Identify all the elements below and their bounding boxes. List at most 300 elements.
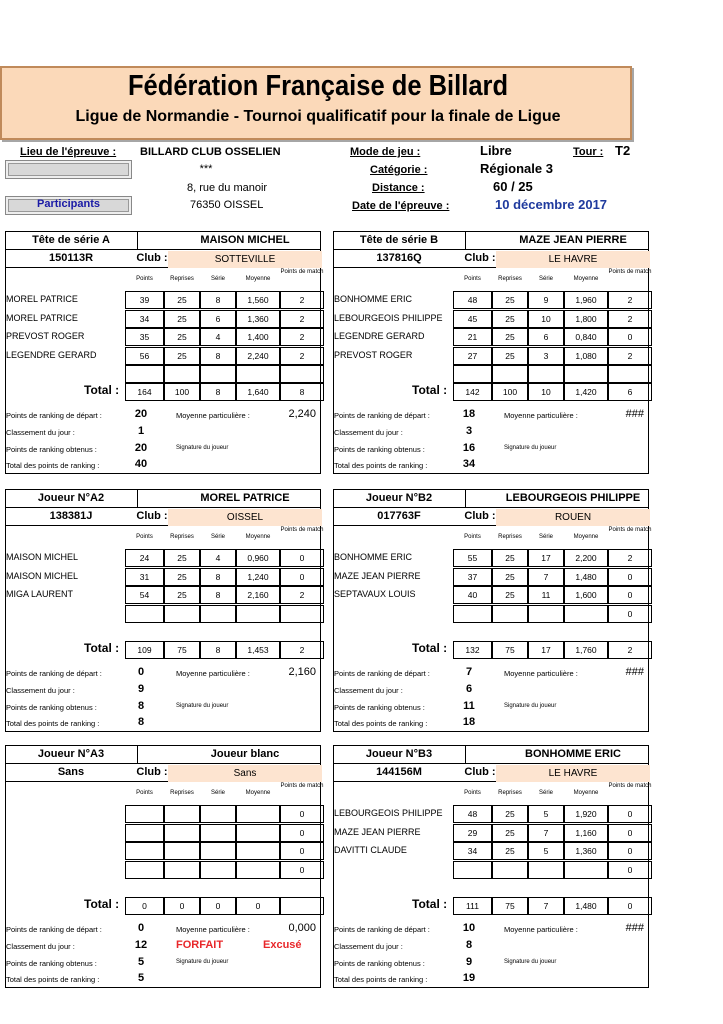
score-cell bbox=[200, 861, 236, 879]
club-label: Club : bbox=[464, 252, 496, 264]
score-cell bbox=[164, 861, 200, 879]
score-cell: 25 bbox=[492, 291, 528, 309]
score-cell bbox=[528, 861, 564, 879]
score-cell bbox=[236, 824, 280, 842]
class-label: Classement du jour : bbox=[334, 942, 403, 951]
page-subtitle: Ligue de Normandie - Tournoi qualificatif pour la finale de Ligue bbox=[75, 108, 561, 125]
total-cell: 0 bbox=[236, 897, 280, 915]
unlabeled-button[interactable] bbox=[5, 160, 132, 179]
divider bbox=[334, 507, 648, 508]
categorie-value: Régionale 3 bbox=[480, 161, 553, 176]
class-label: Classement du jour : bbox=[334, 428, 403, 437]
column-header-serie: Série bbox=[210, 534, 225, 540]
total-cell: 132 bbox=[453, 641, 492, 659]
score-cell bbox=[125, 842, 164, 860]
rank-start-value: 7 bbox=[465, 666, 473, 678]
divider bbox=[465, 232, 466, 250]
score-cell: 1,480 bbox=[564, 568, 608, 586]
player-name: MAZE JEAN PIERRE bbox=[519, 234, 627, 246]
column-header-pdm: Points de match bbox=[280, 783, 324, 789]
total-cell: 0 bbox=[200, 897, 236, 915]
total-cell: 1,453 bbox=[236, 641, 280, 659]
total-rank-value: 8 bbox=[137, 716, 145, 728]
class-value: 1 bbox=[137, 425, 145, 437]
total-rank-value: 40 bbox=[134, 458, 148, 470]
score-cell bbox=[200, 605, 236, 623]
score-cell: 2 bbox=[608, 310, 652, 328]
player-code: 137816Q bbox=[376, 252, 422, 264]
score-cell: 2 bbox=[280, 347, 324, 365]
score-cell bbox=[164, 842, 200, 860]
score-cell bbox=[125, 365, 164, 383]
club-value: ROUEN bbox=[496, 509, 650, 526]
club-value: SOTTEVILLE bbox=[168, 251, 322, 268]
class-value: 6 bbox=[465, 683, 473, 695]
total-cell: 7 bbox=[528, 897, 564, 915]
score-cell bbox=[528, 365, 564, 383]
class-label: Classement du jour : bbox=[334, 686, 403, 695]
rank-start-value: 10 bbox=[462, 922, 476, 934]
score-cell: 0 bbox=[608, 824, 652, 842]
opponent-name: LEBOURGEOIS PHILIPPE bbox=[334, 808, 443, 818]
column-header-serie: Série bbox=[538, 790, 553, 796]
rank-obtained-label: Points de ranking obtenus : bbox=[334, 959, 425, 968]
score-cell: 0 bbox=[608, 586, 652, 604]
opponent-name: MOREL PATRICE bbox=[6, 294, 78, 304]
player-panel bbox=[333, 489, 652, 732]
lieu-stars: *** bbox=[199, 163, 213, 175]
divider bbox=[137, 746, 138, 764]
opponent-name: BONHOMME ERIC bbox=[334, 552, 413, 562]
player-name: MOREL PATRICE bbox=[200, 492, 290, 504]
column-header-reprises: Reprises bbox=[170, 790, 194, 796]
score-cell: 17 bbox=[528, 549, 564, 567]
score-cell: 1,080 bbox=[564, 347, 608, 365]
club-value: OISSEL bbox=[168, 509, 322, 526]
class-value: 9 bbox=[137, 683, 145, 695]
signature-label: Signature du joueur bbox=[176, 703, 229, 709]
total-cell: 1,760 bbox=[564, 641, 608, 659]
divider bbox=[6, 763, 320, 764]
moy-part-value: 2,160 bbox=[288, 666, 316, 678]
score-cell: 25 bbox=[492, 586, 528, 604]
panel-header bbox=[334, 746, 648, 782]
class-label: Classement du jour : bbox=[6, 686, 75, 695]
class-label: Classement du jour : bbox=[6, 942, 75, 951]
player-panel bbox=[5, 489, 324, 732]
score-cell bbox=[453, 861, 492, 879]
panel-header bbox=[334, 232, 648, 268]
total-cell: 6 bbox=[608, 383, 652, 401]
player-name: MAISON MICHEL bbox=[200, 234, 290, 246]
score-cell: 2 bbox=[608, 549, 652, 567]
total-rank-label: Total des points de ranking : bbox=[334, 975, 428, 984]
total-cell: 8 bbox=[200, 383, 236, 401]
column-header-pdm: Points de match bbox=[608, 783, 652, 789]
score-cell: 9 bbox=[528, 291, 564, 309]
total-label: Total : bbox=[84, 897, 120, 911]
score-cell: 1,400 bbox=[236, 328, 280, 346]
total-cell: 10 bbox=[528, 383, 564, 401]
score-cell: 25 bbox=[164, 291, 200, 309]
total-rank-value: 18 bbox=[462, 716, 476, 728]
divider bbox=[6, 507, 320, 508]
score-cell: 0 bbox=[608, 568, 652, 586]
score-cell: 2 bbox=[608, 347, 652, 365]
divider bbox=[137, 490, 138, 508]
score-cell: 5 bbox=[528, 805, 564, 823]
score-cell bbox=[200, 824, 236, 842]
total-cell: 17 bbox=[528, 641, 564, 659]
score-cell: 25 bbox=[164, 310, 200, 328]
score-cell: 25 bbox=[164, 347, 200, 365]
score-cell: 1,360 bbox=[564, 842, 608, 860]
score-cell bbox=[125, 824, 164, 842]
total-label: Total : bbox=[412, 641, 448, 655]
score-cell: 0 bbox=[608, 328, 652, 346]
class-label: Classement du jour : bbox=[6, 428, 75, 437]
score-cell: 5 bbox=[528, 842, 564, 860]
score-cell: 25 bbox=[492, 549, 528, 567]
player-name: BONHOMME ERIC bbox=[525, 748, 621, 760]
rank-obtained-label: Points de ranking obtenus : bbox=[6, 445, 97, 454]
score-cell: 4 bbox=[200, 328, 236, 346]
total-rank-label: Total des points de ranking : bbox=[6, 719, 100, 728]
forfait-label: FORFAIT bbox=[176, 939, 224, 951]
total-cell: 100 bbox=[492, 383, 528, 401]
opponent-name: MIGA LAURENT bbox=[6, 589, 74, 599]
score-cell: 4 bbox=[200, 549, 236, 567]
total-rank-value: 5 bbox=[137, 972, 145, 984]
column-header-moyenne: Moyenne bbox=[573, 534, 599, 540]
column-header-serie: Série bbox=[538, 276, 553, 282]
divider bbox=[334, 763, 648, 764]
panel-title: Tête de série A bbox=[32, 234, 110, 246]
score-cell: 0 bbox=[280, 842, 324, 860]
score-cell: 25 bbox=[492, 347, 528, 365]
excuse-label: Excusé bbox=[263, 939, 302, 951]
score-cell: 1,800 bbox=[564, 310, 608, 328]
score-cell: 1,960 bbox=[564, 291, 608, 309]
column-header-points: Points bbox=[136, 790, 153, 796]
divider bbox=[465, 490, 466, 508]
club-label: Club : bbox=[136, 510, 168, 522]
club-value: LE HAVRE bbox=[496, 251, 650, 268]
score-cell: 0 bbox=[280, 861, 324, 879]
column-header-pdm: Points de match bbox=[280, 269, 324, 275]
panel-title: Tête de série B bbox=[359, 234, 439, 246]
score-cell bbox=[492, 365, 528, 383]
column-header-reprises: Reprises bbox=[498, 790, 522, 796]
score-cell: 25 bbox=[164, 568, 200, 586]
rank-start-value: 0 bbox=[137, 666, 145, 678]
score-cell: 0,960 bbox=[236, 549, 280, 567]
moy-part-label: Moyenne particulière : bbox=[176, 925, 250, 934]
moy-part-value: ### bbox=[625, 666, 644, 678]
score-cell bbox=[564, 861, 608, 879]
date-label: Date de l'épreuve : bbox=[352, 200, 450, 212]
total-cell: 75 bbox=[492, 641, 528, 659]
opponent-name: SEPTAVAUX LOUIS bbox=[334, 589, 416, 599]
total-cell: 109 bbox=[125, 641, 164, 659]
rank-start-label: Points de ranking de départ : bbox=[6, 925, 102, 934]
score-cell: 3 bbox=[528, 347, 564, 365]
score-cell: 1,160 bbox=[564, 824, 608, 842]
panel-title: Joueur N°A3 bbox=[37, 748, 105, 760]
score-cell bbox=[236, 861, 280, 879]
score-cell: 1,560 bbox=[236, 291, 280, 309]
opponent-name: PREVOST ROGER bbox=[6, 331, 85, 341]
total-cell: 8 bbox=[280, 383, 324, 401]
lieu-label: Lieu de l'épreuve : bbox=[20, 146, 117, 158]
total-label: Total : bbox=[84, 641, 120, 655]
score-cell bbox=[164, 824, 200, 842]
score-cell: 7 bbox=[528, 824, 564, 842]
score-cell: 34 bbox=[125, 310, 164, 328]
column-header-moyenne: Moyenne bbox=[245, 790, 271, 796]
player-panel bbox=[5, 745, 324, 988]
rank-obtained-label: Points de ranking obtenus : bbox=[6, 959, 97, 968]
tour-label: Tour : bbox=[573, 146, 604, 158]
address-line2: 76350 OISSEL bbox=[190, 199, 264, 211]
opponent-name: LEBOURGEOIS PHILIPPE bbox=[334, 312, 443, 323]
divider bbox=[465, 746, 466, 764]
score-cell: 35 bbox=[125, 328, 164, 346]
score-cell bbox=[164, 805, 200, 823]
column-header-reprises: Reprises bbox=[170, 276, 194, 282]
column-header-serie: Série bbox=[210, 790, 225, 796]
total-cell: 75 bbox=[164, 641, 200, 659]
score-cell bbox=[280, 605, 324, 623]
score-cell bbox=[236, 805, 280, 823]
score-cell bbox=[125, 805, 164, 823]
score-cell: 7 bbox=[528, 568, 564, 586]
player-panel bbox=[333, 231, 652, 474]
score-cell: 2 bbox=[608, 291, 652, 309]
column-header-points: Points bbox=[464, 276, 481, 282]
participants-label: Participants bbox=[37, 198, 100, 210]
rank-start-value: 0 bbox=[137, 922, 145, 934]
rank-obtained-value: 20 bbox=[134, 442, 148, 454]
score-cell: 56 bbox=[125, 347, 164, 365]
rank-obtained-label: Points de ranking obtenus : bbox=[6, 703, 97, 712]
total-label: Total : bbox=[412, 383, 448, 397]
score-cell: 37 bbox=[453, 568, 492, 586]
page-title: Fédération Française de Billard bbox=[127, 70, 509, 102]
column-header-reprises: Reprises bbox=[498, 276, 522, 282]
lieu-value: BILLARD CLUB OSSELIEN bbox=[140, 146, 281, 158]
moy-part-label: Moyenne particulière : bbox=[504, 925, 578, 934]
rank-obtained-value: 11 bbox=[463, 700, 475, 712]
opponent-name: MAISON MICHEL bbox=[6, 570, 79, 581]
total-cell: 75 bbox=[492, 897, 528, 915]
score-cell: 40 bbox=[453, 586, 492, 604]
score-cell: 2 bbox=[280, 328, 324, 346]
column-header-moyenne: Moyenne bbox=[573, 790, 599, 796]
column-header-moyenne: Moyenne bbox=[245, 276, 271, 282]
moy-part-value: 0,000 bbox=[288, 922, 316, 934]
column-header-pdm: Points de match bbox=[608, 269, 652, 275]
categorie-label: Catégorie : bbox=[370, 164, 428, 176]
score-cell: 1,920 bbox=[564, 805, 608, 823]
opponent-name: MAISON MICHEL bbox=[6, 552, 79, 562]
score-cell: 0 bbox=[280, 568, 324, 586]
opponent-name: DAVITTI CLAUDE bbox=[334, 845, 407, 855]
panel-header bbox=[6, 746, 320, 782]
club-label: Club : bbox=[464, 510, 496, 522]
score-cell bbox=[492, 861, 528, 879]
score-cell: 0 bbox=[608, 605, 652, 623]
score-cell: 55 bbox=[453, 549, 492, 567]
score-cell: 2,200 bbox=[564, 549, 608, 567]
score-cell: 1,360 bbox=[236, 310, 280, 328]
column-header-moyenne: Moyenne bbox=[245, 534, 271, 540]
class-value: 8 bbox=[465, 939, 473, 951]
score-cell bbox=[453, 605, 492, 623]
score-cell: 25 bbox=[492, 805, 528, 823]
score-cell: 1,240 bbox=[236, 568, 280, 586]
score-cell: 25 bbox=[492, 824, 528, 842]
moy-part-label: Moyenne particulière : bbox=[504, 411, 578, 420]
total-cell: 2 bbox=[608, 641, 652, 659]
score-cell: 0 bbox=[608, 861, 652, 879]
total-cell: 1,640 bbox=[236, 383, 280, 401]
panel-header bbox=[6, 490, 320, 526]
column-header-points: Points bbox=[464, 534, 481, 540]
score-cell bbox=[200, 805, 236, 823]
total-cell: 164 bbox=[125, 383, 164, 401]
score-cell: 6 bbox=[528, 328, 564, 346]
signature-label: Signature du joueur bbox=[504, 445, 557, 451]
score-cell: 8 bbox=[200, 586, 236, 604]
moy-part-label: Moyenne particulière : bbox=[504, 669, 578, 678]
panel-title: Joueur N°B3 bbox=[365, 748, 433, 760]
total-cell: 1,480 bbox=[564, 897, 608, 915]
score-cell bbox=[564, 605, 608, 623]
club-label: Club : bbox=[136, 252, 168, 264]
score-cell bbox=[564, 365, 608, 383]
club-value: LE HAVRE bbox=[496, 765, 650, 782]
score-cell: 2 bbox=[280, 586, 324, 604]
panel-header bbox=[6, 232, 320, 268]
score-cell bbox=[236, 842, 280, 860]
column-header-moyenne: Moyenne bbox=[573, 276, 599, 282]
class-value: 3 bbox=[465, 425, 473, 437]
date-value: 10 décembre 2017 bbox=[495, 197, 608, 212]
club-value: Sans bbox=[168, 765, 322, 782]
score-cell: 25 bbox=[492, 310, 528, 328]
total-rank-label: Total des points de ranking : bbox=[334, 719, 428, 728]
rank-start-value: 20 bbox=[134, 408, 148, 420]
rank-obtained-label: Points de ranking obtenus : bbox=[334, 703, 425, 712]
column-header-pdm: Points de match bbox=[280, 527, 324, 533]
club-label: Club : bbox=[464, 766, 496, 778]
column-header-points: Points bbox=[136, 276, 153, 282]
score-cell: 2 bbox=[280, 291, 324, 309]
tour-value: T2 bbox=[615, 143, 631, 158]
total-rank-label: Total des points de ranking : bbox=[6, 461, 100, 470]
score-cell: 24 bbox=[125, 549, 164, 567]
club-label: Club : bbox=[136, 766, 168, 778]
mode-value: Libre bbox=[480, 143, 512, 158]
score-cell: 31 bbox=[125, 568, 164, 586]
total-label: Total : bbox=[412, 897, 448, 911]
score-cell: 10 bbox=[528, 310, 564, 328]
score-cell: 25 bbox=[164, 586, 200, 604]
total-label: Total : bbox=[84, 383, 120, 397]
signature-label: Signature du joueur bbox=[176, 959, 229, 965]
distance-value: 60 / 25 bbox=[493, 179, 533, 194]
rank-obtained-label: Points de ranking obtenus : bbox=[334, 445, 425, 454]
player-panel bbox=[5, 231, 324, 474]
score-cell: 48 bbox=[453, 291, 492, 309]
rank-obtained-value: 5 bbox=[137, 956, 145, 968]
score-cell: 8 bbox=[200, 291, 236, 309]
signature-label: Signature du joueur bbox=[504, 703, 557, 709]
score-cell bbox=[528, 605, 564, 623]
rank-obtained-value: 16 bbox=[462, 442, 476, 454]
total-cell: 2 bbox=[280, 641, 324, 659]
total-rank-value: 19 bbox=[462, 972, 476, 984]
opponent-name: LEGENDRE GERARD bbox=[334, 331, 425, 341]
score-cell bbox=[125, 861, 164, 879]
score-cell: 0 bbox=[608, 842, 652, 860]
score-cell bbox=[280, 365, 324, 383]
score-cell bbox=[200, 842, 236, 860]
score-cell: 21 bbox=[453, 328, 492, 346]
column-header-reprises: Reprises bbox=[498, 534, 522, 540]
column-header-points: Points bbox=[136, 534, 153, 540]
score-cell: 0 bbox=[280, 805, 324, 823]
moy-part-value: ### bbox=[625, 922, 644, 934]
score-cell: 27 bbox=[453, 347, 492, 365]
column-header-points: Points bbox=[464, 790, 481, 796]
score-cell: 0,840 bbox=[564, 328, 608, 346]
rank-start-label: Points de ranking de départ : bbox=[334, 669, 430, 678]
score-cell: 2,160 bbox=[236, 586, 280, 604]
column-header-pdm: Points de match bbox=[608, 527, 652, 533]
score-cell: 6 bbox=[200, 310, 236, 328]
score-cell bbox=[453, 365, 492, 383]
score-cell: 8 bbox=[200, 568, 236, 586]
score-cell: 34 bbox=[453, 842, 492, 860]
rank-start-label: Points de ranking de départ : bbox=[6, 669, 102, 678]
score-cell: 0 bbox=[280, 824, 324, 842]
address-line1: 8, rue du manoir bbox=[187, 182, 268, 194]
score-cell: 25 bbox=[492, 328, 528, 346]
column-header-serie: Série bbox=[210, 276, 225, 282]
player-code: 017763F bbox=[377, 510, 421, 522]
player-code: 138381J bbox=[49, 510, 93, 522]
rank-start-label: Points de ranking de départ : bbox=[334, 411, 430, 420]
opponent-name: MAZE JEAN PIERRE bbox=[334, 570, 421, 581]
rank-start-label: Points de ranking de départ : bbox=[6, 411, 102, 420]
player-name: LEBOURGEOIS PHILIPPE bbox=[505, 492, 641, 504]
header-banner bbox=[0, 66, 632, 140]
player-code: 144156M bbox=[376, 766, 422, 778]
rank-start-label: Points de ranking de départ : bbox=[334, 925, 430, 934]
player-panel bbox=[333, 745, 652, 988]
score-cell bbox=[236, 365, 280, 383]
column-header-serie: Série bbox=[538, 534, 553, 540]
score-cell: 25 bbox=[492, 842, 528, 860]
divider bbox=[137, 232, 138, 250]
total-cell: 0 bbox=[125, 897, 164, 915]
column-header-reprises: Reprises bbox=[170, 534, 194, 540]
score-cell bbox=[236, 605, 280, 623]
opponent-name: PREVOST ROGER bbox=[334, 349, 413, 360]
participants-button[interactable] bbox=[5, 196, 132, 215]
